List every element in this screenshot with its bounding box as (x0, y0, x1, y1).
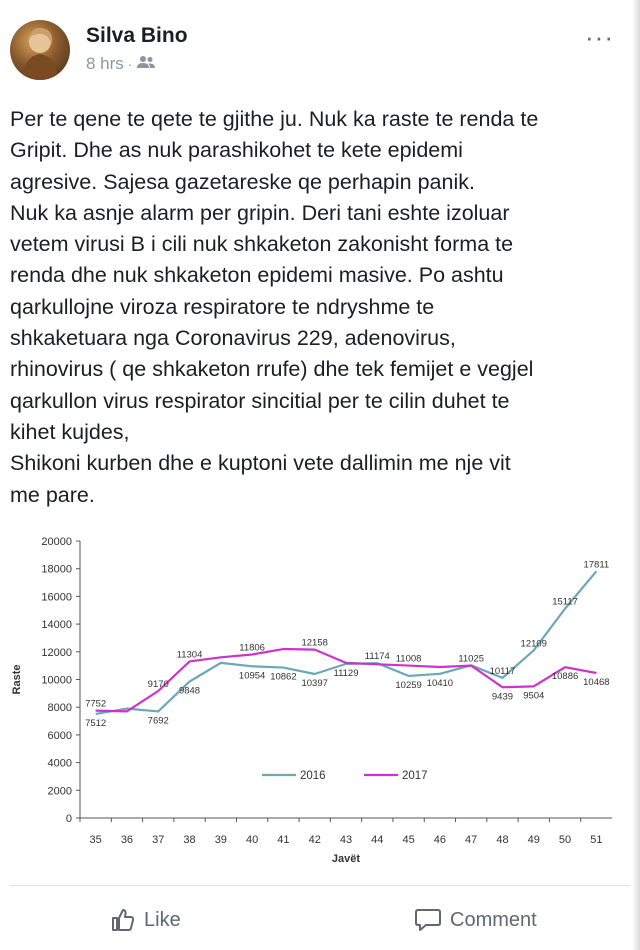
y-tick-label: 10000 (41, 674, 72, 687)
data-label-2016: 10397 (301, 678, 328, 690)
data-label-2017: 11008 (395, 653, 422, 665)
series-line-2017 (96, 649, 597, 711)
x-tick-label: 41 (277, 834, 290, 846)
x-tick-label: 43 (339, 834, 353, 846)
data-label-2016: 10117 (489, 665, 516, 677)
like-label: Like (144, 908, 181, 931)
data-label-2017: 12158 (301, 637, 328, 649)
data-label-2016: 10862 (270, 671, 297, 683)
data-label-2017: 9439 (491, 691, 514, 703)
x-tick-label: 46 (433, 834, 447, 846)
x-tick-label: 37 (152, 834, 165, 846)
x-tick-label: 45 (402, 834, 415, 846)
x-tick-label: 36 (120, 834, 134, 846)
y-tick-label: 6000 (47, 729, 72, 742)
y-tick-label: 14000 (41, 619, 72, 632)
post-text: Per te qene te qete te gjithe ju. Nuk ka raste te renda te Gripit. Dhe as nuk parashikohet te kete epidemi agresive. Sajesa gazetareske qe perhapin panik. Nuk ka asnje alarm per gripin. Deri tani eshte izoluar vetem virusi B i cili nuk shkaketon zakonisht forma te renda dhe nuk shkaketon epidemi masive. Po ashtu qarkullojne viroza respiratore te ndryshme te shkaketuara nga Coronavirus 229, adenovirus, rhinovirus ( qe shkaketon rrufe) dhe tek femijet e vegjel qarkullon virus respirator sincitial per te cilin duhet te kihet kujdes, Shikoni kurben dhe e kuptoni vete dallimin me nje vit me pare. (10, 107, 539, 507)
y-tick-label: 0 (65, 813, 72, 825)
more-options-icon[interactable]: ··· (585, 22, 614, 52)
post-meta (86, 54, 156, 74)
legend-label-2016: 2016 (300, 770, 326, 782)
data-label-2017: 11304 (176, 649, 203, 661)
data-label-2016: 10954 (238, 670, 266, 682)
y-tick-label: 8000 (47, 702, 72, 715)
author-name[interactable]: Silva Bino (86, 24, 188, 47)
avatar-image (10, 20, 70, 80)
post-header (10, 16, 630, 86)
y-tick-label: 20000 (41, 536, 72, 548)
data-label-2016: 11129 (333, 667, 359, 679)
x-tick-label: 39 (214, 834, 227, 846)
y-axis-title: Raste (11, 664, 23, 695)
meta-separator: · (127, 56, 133, 72)
x-tick-label: 48 (496, 834, 509, 846)
comment-icon (414, 907, 442, 933)
x-axis-title: Javët (331, 853, 361, 865)
x-tick-label: 44 (371, 834, 384, 846)
x-tick-label: 38 (183, 834, 196, 846)
y-tick-label: 12000 (41, 646, 72, 659)
x-tick-label: 49 (527, 834, 540, 846)
data-label-2017: 7752 (85, 698, 107, 710)
cases-line-chart (0, 528, 640, 873)
data-label-2017: 10468 (583, 677, 610, 689)
data-label-2016: 12109 (520, 638, 547, 650)
data-label-2017: 11806 (239, 642, 265, 654)
data-label-2016: 7692 (147, 715, 169, 727)
y-tick-label: 16000 (41, 591, 72, 604)
x-tick-label: 35 (89, 834, 102, 846)
x-tick-label: 42 (308, 834, 321, 846)
comment-label: Comment (450, 908, 537, 931)
like-button[interactable] (110, 898, 181, 942)
friends-icon[interactable] (136, 54, 156, 74)
data-label-2016: 10410 (426, 677, 454, 689)
data-label-2016: 9848 (178, 685, 201, 697)
y-tick-label: 18000 (41, 563, 72, 576)
data-label-2017: 9170 (147, 678, 169, 690)
x-tick-label: 40 (245, 834, 259, 846)
post-actions (0, 898, 640, 942)
post-time[interactable]: 8 hrs (86, 54, 124, 73)
data-label-2017: 9504 (523, 690, 545, 702)
y-tick-label: 2000 (47, 785, 72, 798)
actions-divider (10, 885, 630, 886)
x-tick-label: 51 (590, 834, 603, 846)
thumbs-up-icon (110, 907, 136, 933)
data-label-2016: 11174 (364, 651, 390, 663)
data-label-2017: 10886 (551, 671, 579, 683)
data-label-2016: 17811 (583, 559, 610, 571)
data-label-2016: 10259 (395, 679, 422, 691)
comment-button[interactable] (414, 898, 537, 942)
data-label-2016: 15117 (552, 596, 578, 608)
legend-label-2017: 2017 (402, 770, 428, 782)
x-tick-label: 50 (558, 834, 572, 846)
data-label-2016: 11025 (458, 653, 485, 665)
data-label-2016: 7512 (85, 717, 107, 729)
y-tick-label: 4000 (47, 757, 72, 770)
avatar[interactable] (10, 20, 70, 80)
x-tick-label: 47 (465, 834, 478, 846)
